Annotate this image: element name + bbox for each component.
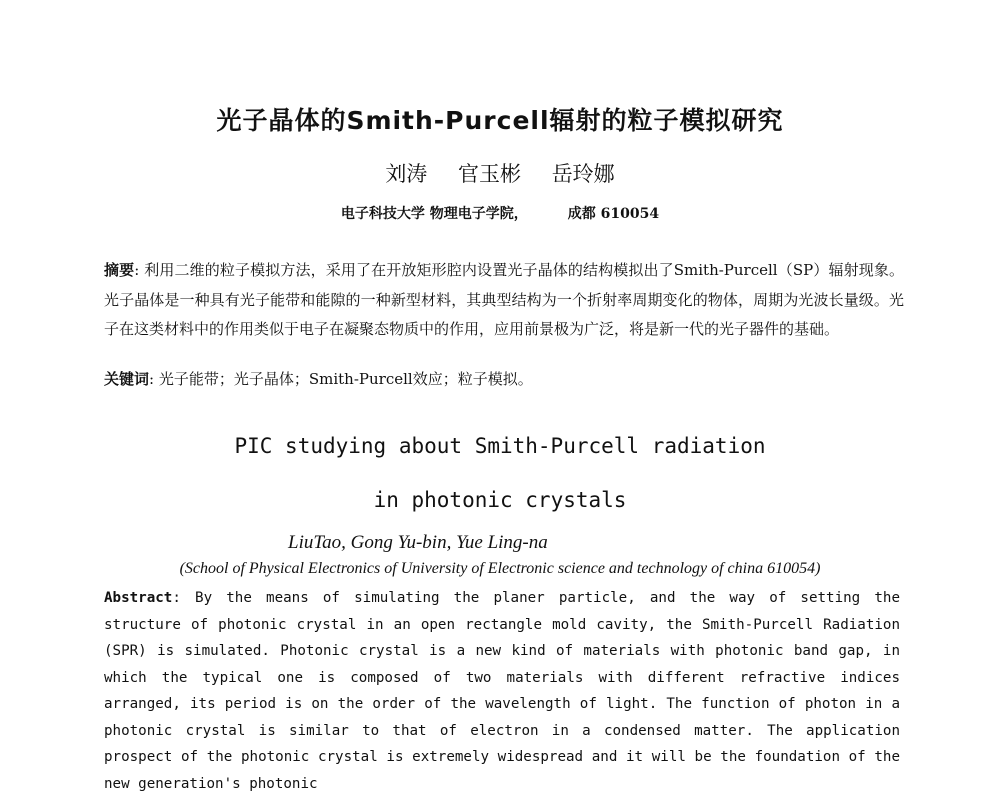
english-abstract-label: Abstract [104,590,173,606]
english-title-line-1: PIC studying about Smith-Purcell radiation [234,434,766,458]
chinese-abstract [104,256,904,345]
affiliation-institution: 电子科技大学 物理电子学院， [340,206,528,222]
english-abstract [104,585,900,797]
english-affiliation: (School of Physical Electronics of University of Electronic science and technology of china 610054) [179,560,821,577]
chinese-abstract-label: 摘要 [104,261,135,279]
chinese-title: 光子晶体的Smith-Purcell辐射的粒子模拟研究 [216,106,784,135]
author-1: 刘涛 [385,162,428,186]
chinese-keywords [104,367,904,391]
chinese-keywords-label: 关键词 [104,370,150,388]
english-authors: LiuTao, Gong Yu-bin, Yue Ling-na [288,532,548,553]
author-3: 岳玲娜 [551,162,615,186]
english-title-line-2: in photonic crystals [373,488,627,512]
chinese-authors [0,158,1000,188]
author-2: 官玉彬 [458,162,521,186]
chinese-affiliation [0,203,1000,223]
affiliation-city: 成都 610054 [567,206,660,222]
chinese-abstract-text: : 利用二维的粒子模拟方法，采用了在开放矩形腔内设置光子晶体的结构模拟出了Smith-Purcell（SP）辐射现象。光子晶体是一种具有光子能带和能隙的一种新型材料，其典型结构为一个折射率周期变化的物体，周期为光波长量级。光子在这类材料中的作用类似于电子在凝聚态物质中的作用，应用前景极为广泛，将是新一代的光子器件的基础。 [104,261,904,338]
chinese-keywords-text: : 光子能带；光子晶体；Smith-Purcell效应；粒子模拟。 [149,370,533,388]
english-abstract-text: : By the means of simulating the planer particle, and the way of setting the structure of photonic crystal in an open rectangle mold cavity, the Smith-Purcell Radiation (SPR) is simulated. Photonic crystal is a new kind of materials with photonic band gap, in which the typical one is composed of two materials with different refractive indices arranged, its period is on the order of the wavelength of light. The function of photon in a photonic crystal is similar to that of electron in a condensed matter. The application prospect of the photonic crystal is extremely widespread and it will be the foundation of the new generation's photonic [104,590,900,792]
